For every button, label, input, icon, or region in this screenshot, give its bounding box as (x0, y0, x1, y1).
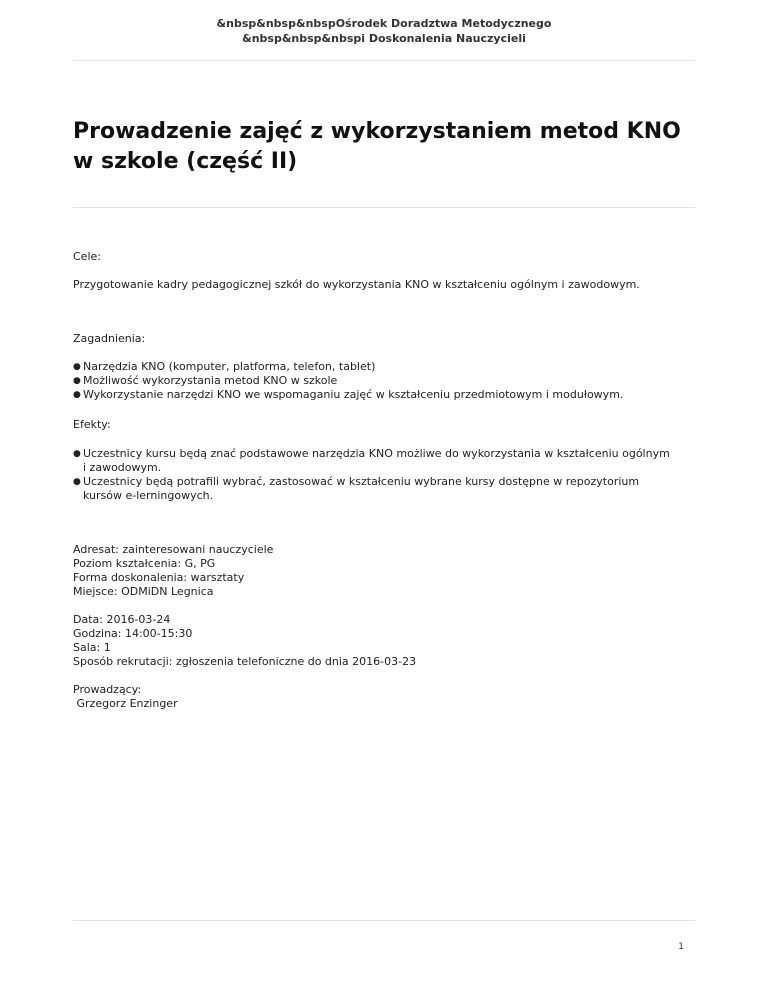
room: Sala: 1 (73, 641, 111, 654)
bullet-icon: ● (73, 362, 81, 372)
goals-heading: Cele: (73, 250, 101, 263)
footer-divider (73, 920, 695, 921)
list-item-text: Uczestnicy kursu będą znać podstawowe narzędzia KNO możliwe do wykorzystania w kształceniu ogólnym i zawodowym. (83, 447, 670, 474)
list-item-text: Narzędzia KNO (komputer, platforma, telefon, tablet) (83, 360, 376, 373)
list-item (73, 447, 673, 475)
topics-list (73, 360, 673, 402)
list-item (73, 475, 673, 503)
bullet-icon: ● (73, 449, 81, 459)
instructor-name: Grzegorz Enzinger (73, 697, 178, 710)
list-item-text: Możliwość wykorzystania metod KNO w szkole (83, 374, 338, 387)
place: Miejsce: ODMiDN Legnica (73, 585, 214, 598)
outcomes-list (73, 447, 673, 503)
outcomes-heading: Efekty: (73, 418, 111, 431)
bullet-icon: ● (73, 477, 81, 487)
goals-text: Przygotowanie kadry pedagogicznej szkół do wykorzystania KNO w kształceniu ogólnym i zawodowym. (73, 278, 640, 291)
list-item-text: Uczestnicy będą potrafili wybrać, zastosować w kształceniu wybrane kursy dostępne w repozytorium kursów e-lerningowych. (83, 475, 640, 502)
instructor-heading: Prowadzący: (73, 683, 142, 696)
list-item (73, 374, 673, 388)
title-divider (73, 207, 695, 208)
list-item-text: Wykorzystanie narzędzi KNO we wspomaganiu zajęć w kształceniu przedmiotowym i modułowym. (83, 388, 624, 401)
header-line-2: &nbsp&nbsp&nbspi Doskonalenia Nauczycieli (242, 32, 526, 45)
header-divider (73, 60, 695, 61)
list-item (73, 360, 673, 374)
topics-heading: Zagadnienia: (73, 332, 146, 345)
header-line-1: &nbsp&nbsp&nbspOśrodek Doradztwa Metodycznego (216, 17, 552, 30)
bullet-icon: ● (73, 390, 81, 400)
addressee: Adresat: zainteresowani nauczyciele (73, 543, 274, 556)
recruitment: Sposób rekrutacji: zgłoszenia telefoniczne do dnia 2016-03-23 (73, 655, 417, 668)
bullet-icon: ● (73, 376, 81, 386)
page-header (0, 16, 768, 46)
page-number: 1 (678, 942, 684, 952)
document-title: Prowadzenie zajęć z wykorzystaniem metod KNO w szkole (część II) (73, 119, 681, 174)
date: Data: 2016-03-24 (73, 613, 171, 626)
time: Godzina: 14:00-15:30 (73, 627, 193, 640)
education-level: Poziom kształcenia: G, PG (73, 557, 216, 570)
list-item (73, 388, 673, 402)
training-form: Forma doskonalenia: warsztaty (73, 571, 245, 584)
document-body (73, 250, 673, 711)
